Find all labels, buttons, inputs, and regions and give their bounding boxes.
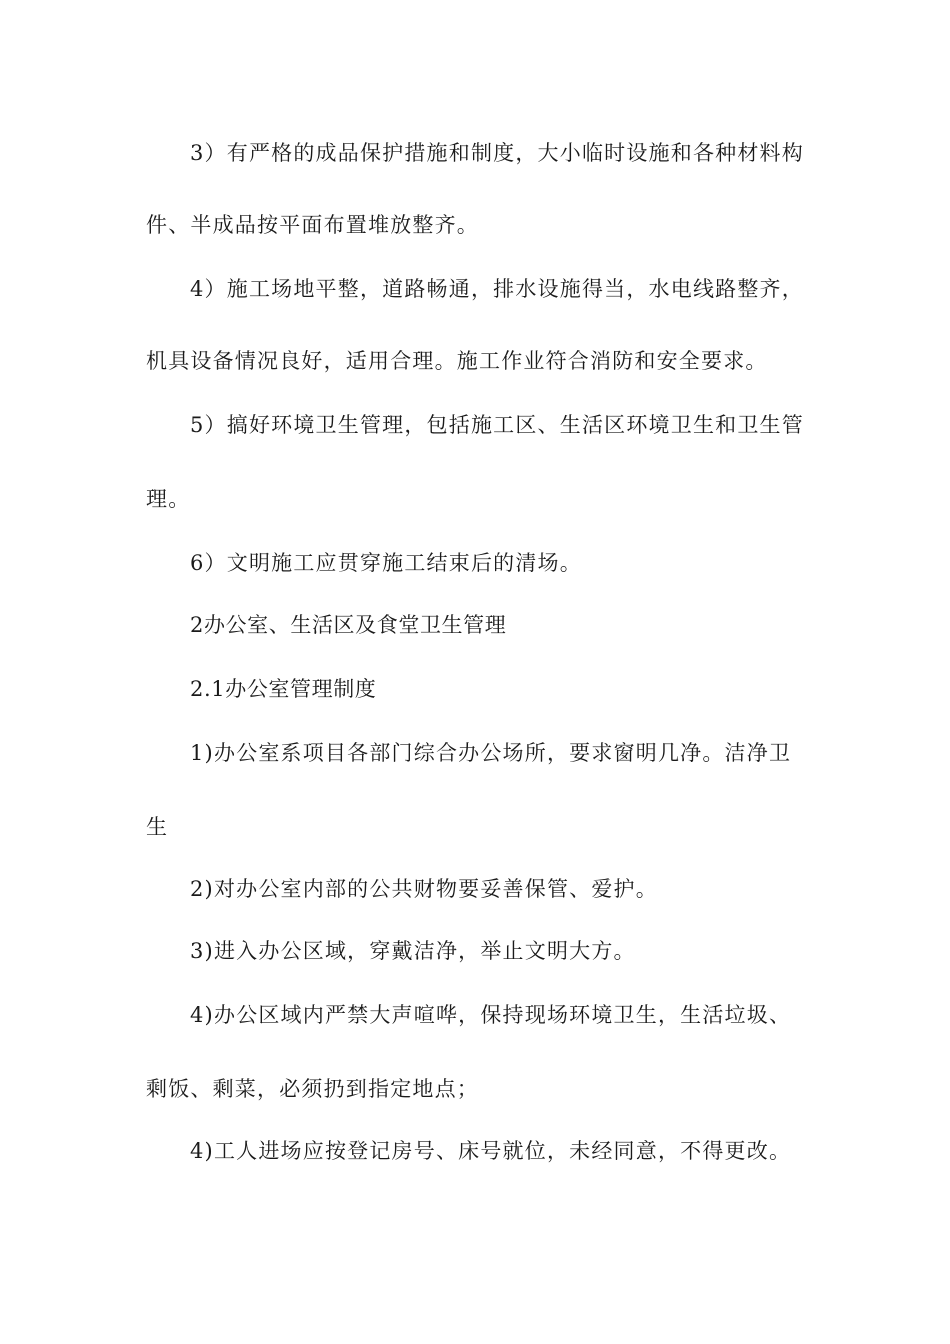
office-rule-3: 3)进入办公区域，穿戴洁净，举止文明大方。 (190, 939, 636, 963)
paragraph-4-line-1: 4）施工场地平整，道路畅通，排水设施得当，水电线路整齐， (190, 277, 804, 301)
office-rule-4b: 4)工人进场应按登记房号、床号就位，未经同意，不得更改。 (190, 1139, 792, 1163)
paragraph-3-line-1: 3）有严格的成品保护措施和制度，大小临时设施和各种材料构 (190, 141, 804, 165)
office-rule-1-line-1: 1)办公室系项目各部门综合办公场所，要求窗明几净。洁净卫 (190, 741, 792, 765)
office-rule-2: 2)对办公室内部的公共财物要妥善保管、爱护。 (190, 877, 658, 901)
office-rule-4-line-1: 4)办公区域内严禁大声喧哗，保持现场环境卫生，生活垃圾、 (190, 1003, 792, 1027)
paragraph-5-line-1: 5）搞好环境卫生管理，包括施工区、生活区环境卫生和卫生管 (190, 413, 804, 437)
office-rule-1-line-2: 生 (146, 815, 169, 839)
office-rule-4-line-2: 剩饭、剩菜，必须扔到指定地点； (146, 1077, 479, 1101)
paragraph-6: 6）文明施工应贯穿施工结束后的清场。 (190, 551, 582, 575)
paragraph-3-line-2: 件、半成品按平面布置堆放整齐。 (146, 213, 479, 237)
paragraph-4-line-2: 机具设备情况良好，适用合理。施工作业符合消防和安全要求。 (146, 349, 768, 373)
paragraph-5-line-2: 理。 (146, 487, 191, 511)
section-heading: 2办公室、生活区及食堂卫生管理 (190, 613, 507, 637)
subsection-heading: 2.1办公室管理制度 (190, 677, 377, 701)
